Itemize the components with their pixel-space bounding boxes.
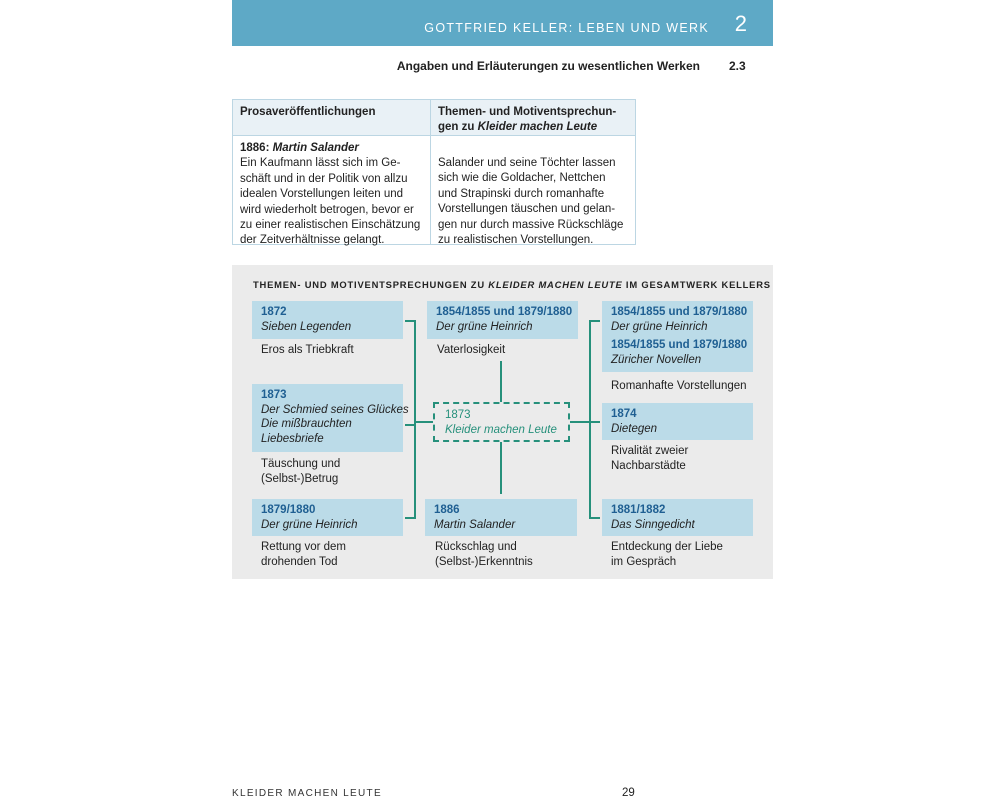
motif-description xyxy=(611,379,747,394)
motif-text: (Selbst-)Betrug xyxy=(261,473,339,485)
diagram-title xyxy=(253,279,771,290)
motif-text: Rettung vor dem xyxy=(261,541,347,553)
motif-description xyxy=(611,540,723,570)
chapter-title: GOTTFRIED KELLER: LEBEN UND WERK xyxy=(424,21,709,35)
motif-text: Eros als Triebkraft xyxy=(261,344,354,356)
work-title: Der grüne Heinrich xyxy=(436,320,533,333)
prose-work-title: Martin Salander xyxy=(272,142,359,154)
motif-text: Täuschung und xyxy=(261,458,341,470)
work-title: Das Sinngedicht xyxy=(611,518,695,531)
top-to-center-link xyxy=(500,361,502,402)
diagram-title-work: KLEIDER MACHEN LEUTE xyxy=(488,279,623,290)
motif-text: (Selbst-)Erkenntnis xyxy=(435,556,533,568)
left-bracket-bottom xyxy=(405,517,416,519)
motif-text: Nachbarstädte xyxy=(611,460,686,472)
footer-book-title: KLEIDER MACHEN LEUTE xyxy=(232,788,382,799)
work-title: Martin Salander xyxy=(434,518,516,531)
chapter-header-band xyxy=(232,0,773,46)
diagram-title-prefix: THEMEN- UND MOTIVENTSPRECHUNGEN ZU xyxy=(253,279,489,290)
table-header-prose-label: Prosaveröffentlichungen xyxy=(240,106,376,118)
left-bracket-middle xyxy=(405,424,416,426)
work-box-gruene-heinrich-left xyxy=(252,499,403,536)
themes-text-line: Vorstellungen täuschen und gelan- xyxy=(438,203,616,216)
motif-text: Vaterlosigkeit xyxy=(437,344,506,356)
table-header-themes-line2: gen zu xyxy=(438,121,478,133)
center-work-year: 1873 xyxy=(445,409,471,421)
work-box-dietegen xyxy=(602,403,753,440)
table-cell-themes xyxy=(431,136,635,245)
work-year: 1874 xyxy=(611,408,637,420)
motif-text: drohenden Tod xyxy=(261,556,338,568)
work-year: 1872 xyxy=(261,306,287,318)
work-box-martin-salander xyxy=(425,499,577,536)
work-year: 1881/1882 xyxy=(611,504,666,516)
prose-year: 1886: xyxy=(240,142,273,154)
work-year: 1854/1855 und 1879/1880 xyxy=(436,306,573,318)
work-year: 1879/1880 xyxy=(261,504,316,516)
motif-description xyxy=(261,457,340,487)
motif-text: Romanhafte Vorstellungen xyxy=(611,380,747,392)
work-box-gruene-heinrich-middle xyxy=(427,301,578,339)
table-cell-prose xyxy=(233,136,431,245)
work-year: 1854/1855 und 1879/1880 xyxy=(611,306,748,318)
prose-text-line: zu einer realistischen Einschätzung xyxy=(240,219,421,232)
themes-text-line: gen nur durch massive Rückschläge xyxy=(438,218,624,231)
section-subtitle: Angaben und Erläuterungen zu wesentlichen Werken xyxy=(396,59,700,73)
motif-text: Rückschlag und xyxy=(435,541,517,553)
work-title: Sieben Legenden xyxy=(261,320,352,333)
themes-text-line: und Strapinski durch romanhafte xyxy=(438,187,605,200)
work-title: Der grüne Heinrich xyxy=(611,320,708,333)
motif-description xyxy=(435,540,533,570)
center-work-title: Kleider machen Leute xyxy=(445,424,557,436)
center-work-kleider-machen-leute xyxy=(433,402,570,442)
motif-text: Entdeckung der Liebe xyxy=(611,541,723,553)
right-bracket-bottom xyxy=(589,517,600,519)
motif-description xyxy=(611,444,688,474)
work-box-gruene-heinrich-zuericher-novellen xyxy=(602,301,753,372)
work-title: Der Schmied seines Glückes xyxy=(261,403,409,416)
left-bracket-vertical xyxy=(414,320,416,519)
themes-text-line: Salander und seine Töchter lassen xyxy=(438,157,616,169)
prose-text-line: idealen Vorstellungen leiten und xyxy=(240,188,404,201)
right-bracket-vertical xyxy=(589,320,591,519)
work-box-sinngedicht xyxy=(602,499,753,536)
themes-text-line: sich wie die Goldacher, Nettchen xyxy=(438,172,606,185)
motif-description xyxy=(437,343,505,358)
prose-text-line: wird wiederholt betrogen, bevor er xyxy=(240,203,414,216)
right-bracket-top xyxy=(589,320,600,322)
work-title: Der grüne Heinrich xyxy=(261,518,358,531)
chapter-number: 2 xyxy=(734,11,747,36)
left-to-center-link xyxy=(414,421,433,423)
center-to-bottom-link xyxy=(500,442,502,494)
prose-table xyxy=(232,99,636,245)
page-number: 29 xyxy=(622,787,635,799)
work-title: Die mißbrauchten xyxy=(261,418,352,430)
center-to-right-link xyxy=(570,421,591,423)
table-header-themes xyxy=(431,100,635,136)
left-bracket-top xyxy=(405,320,416,322)
work-title: Dietegen xyxy=(611,422,658,435)
motif-description xyxy=(261,343,354,358)
work-year: 1854/1855 und 1879/1880 xyxy=(611,339,748,351)
prose-text-line: Ein Kaufmann lässt sich im Ge- xyxy=(240,157,401,170)
prose-text-line: schäft und in der Politik von allzu xyxy=(240,172,408,185)
work-box-sieben-legenden xyxy=(252,301,403,339)
table-header-themes-work: Kleider machen Leute xyxy=(477,121,598,133)
work-title: Liebesbriefe xyxy=(261,432,324,445)
work-year: 1873 xyxy=(261,389,287,401)
work-year: 1886 xyxy=(434,504,460,516)
table-header-themes-line1: Themen- und Motiventsprechun- xyxy=(438,106,617,118)
motif-text: im Gespräch xyxy=(611,556,677,568)
section-number: 2.3 xyxy=(729,59,746,73)
themes-text-line: zu realistischen Vorstellungen. xyxy=(438,234,594,247)
table-header-prose xyxy=(233,100,431,136)
motif-description xyxy=(261,540,346,570)
diagram-title-suffix: IM GESAMTWERK KELLERS xyxy=(622,279,771,290)
work-box-schmied-seines-glueckes xyxy=(252,384,409,452)
motif-text: Rivalität zweier xyxy=(611,445,689,457)
work-title: Züricher Novellen xyxy=(611,353,702,366)
prose-text-line: der Zeitverhältnisse gelangt. xyxy=(240,234,385,247)
